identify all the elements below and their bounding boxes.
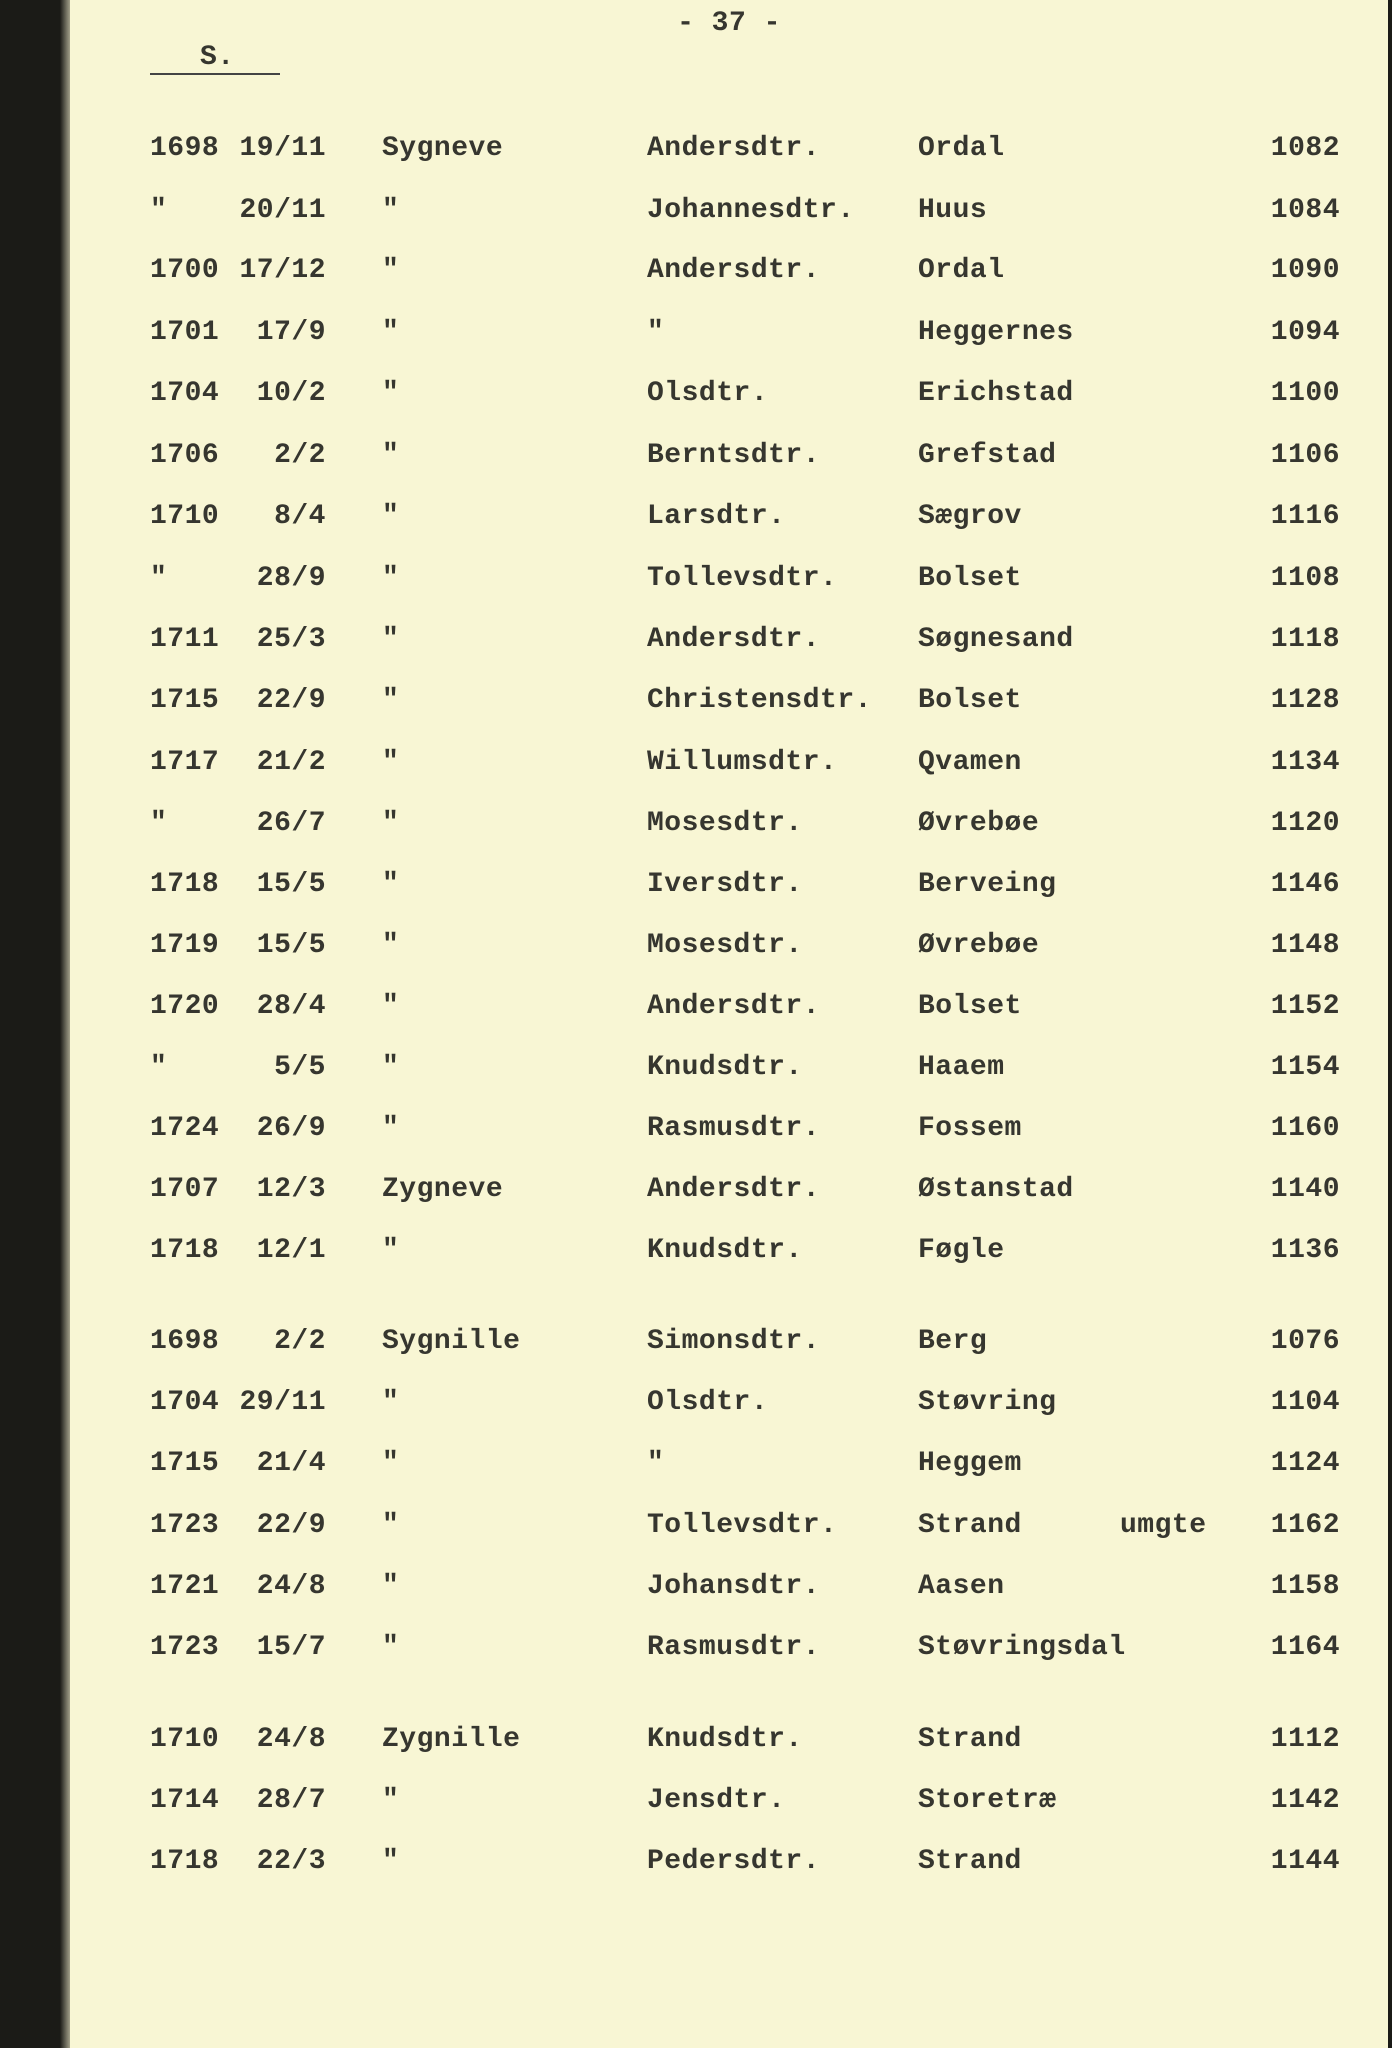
record-row	[70, 1724, 1388, 1764]
record-row	[70, 563, 1388, 603]
patronymic-cell: Knudsdtr.	[647, 1052, 803, 1083]
record-number-cell: 1144	[1270, 1846, 1340, 1877]
first-name-cell: "	[382, 1052, 400, 1083]
date-cell: 2/2	[274, 1326, 326, 1357]
farm-cell: Bolset	[918, 991, 1022, 1022]
first-name-cell: "	[382, 808, 400, 839]
first-name-cell: "	[382, 1510, 400, 1541]
farm-cell: Søgnesand	[918, 624, 1074, 655]
page-number: - 37 -	[677, 8, 781, 39]
farm-cell: Huus	[918, 195, 988, 226]
first-name-cell: "	[382, 255, 400, 286]
record-number-cell: 1118	[1270, 624, 1340, 655]
record-number-cell: 1082	[1270, 133, 1340, 164]
record-number-cell: 1158	[1270, 1571, 1340, 1602]
date-cell: 21/4	[256, 1448, 326, 1479]
year-cell: 1704	[150, 1387, 220, 1418]
patronymic-cell: Iversdtr.	[647, 869, 803, 900]
year-cell: 1698	[150, 133, 220, 164]
record-row	[70, 1571, 1388, 1611]
record-number-cell: 1134	[1270, 747, 1340, 778]
year-cell: "	[150, 1052, 168, 1083]
date-cell: 12/3	[256, 1174, 326, 1205]
year-cell: 1706	[150, 440, 220, 471]
record-row	[70, 869, 1388, 909]
year-cell: 1721	[150, 1571, 220, 1602]
farm-cell: Sægrov	[918, 501, 1022, 532]
year-cell: 1715	[150, 1448, 220, 1479]
first-name-cell: "	[382, 685, 400, 716]
record-number-cell: 1146	[1270, 869, 1340, 900]
first-name-cell: "	[382, 1785, 400, 1816]
farm-cell: Ordal	[918, 133, 1005, 164]
record-row	[70, 255, 1388, 295]
first-name-cell: "	[382, 1632, 400, 1663]
patronymic-cell: "	[647, 317, 665, 348]
record-row	[70, 991, 1388, 1031]
record-number-cell: 1112	[1270, 1724, 1340, 1755]
farm-cell: Heggem	[918, 1448, 1022, 1479]
patronymic-cell: Olsdtr.	[647, 378, 769, 409]
date-cell: 25/3	[256, 624, 326, 655]
record-row	[70, 195, 1388, 235]
farm-cell: Strand	[918, 1510, 1022, 1541]
year-cell: 1720	[150, 991, 220, 1022]
section-underline	[150, 73, 280, 75]
farm-cell: Støvring	[918, 1387, 1057, 1418]
year-cell: 1711	[150, 624, 220, 655]
date-cell: 22/3	[256, 1846, 326, 1877]
patronymic-cell: Simonsdtr.	[647, 1326, 821, 1357]
first-name-cell: Zygneve	[382, 1174, 504, 1205]
record-number-cell: 1094	[1270, 317, 1340, 348]
farm-cell: Berg	[918, 1326, 988, 1357]
patronymic-cell: Johannesdtr.	[647, 195, 855, 226]
section-letter: S.	[200, 42, 235, 73]
patronymic-cell: Pedersdtr.	[647, 1846, 821, 1877]
record-row	[70, 1326, 1388, 1366]
record-row	[70, 1510, 1388, 1550]
patronymic-cell: Tollevsdtr.	[647, 563, 838, 594]
record-row	[70, 1174, 1388, 1214]
record-number-cell: 1076	[1270, 1326, 1340, 1357]
record-row	[70, 624, 1388, 664]
farm-cell: Grefstad	[918, 440, 1057, 471]
year-cell: 1718	[150, 1846, 220, 1877]
farm-cell: Bolset	[918, 563, 1022, 594]
first-name-cell: Sygneve	[382, 133, 504, 164]
first-name-cell: Zygnille	[382, 1724, 521, 1755]
record-number-cell: 1106	[1270, 440, 1340, 471]
farm-cell: Fossem	[918, 1113, 1022, 1144]
patronymic-cell: Rasmusdtr.	[647, 1632, 821, 1663]
first-name-cell: "	[382, 1571, 400, 1602]
date-cell: 20/11	[239, 195, 326, 226]
record-number-cell: 1162	[1270, 1510, 1340, 1541]
record-number-cell: 1152	[1270, 991, 1340, 1022]
first-name-cell: "	[382, 1235, 400, 1266]
first-name-cell: "	[382, 378, 400, 409]
record-number-cell: 1142	[1270, 1785, 1340, 1816]
farm-cell: Øvrebøe	[918, 930, 1040, 961]
year-cell: 1704	[150, 378, 220, 409]
first-name-cell: "	[382, 1387, 400, 1418]
year-cell: 1717	[150, 747, 220, 778]
farm-cell: Haaem	[918, 1052, 1005, 1083]
record-number-cell: 1140	[1270, 1174, 1340, 1205]
farm-cell: Bolset	[918, 685, 1022, 716]
record-number-cell: 1090	[1270, 255, 1340, 286]
year-cell: 1723	[150, 1632, 220, 1663]
year-cell: 1718	[150, 869, 220, 900]
year-cell: 1707	[150, 1174, 220, 1205]
date-cell: 21/2	[256, 747, 326, 778]
date-cell: 15/5	[256, 930, 326, 961]
patronymic-cell: Jensdtr.	[647, 1785, 786, 1816]
record-number-cell: 1100	[1270, 378, 1340, 409]
date-cell: 17/12	[239, 255, 326, 286]
first-name-cell: "	[382, 195, 400, 226]
record-number-cell: 1148	[1270, 930, 1340, 961]
first-name-cell: "	[382, 317, 400, 348]
date-cell: 12/1	[256, 1235, 326, 1266]
first-name-cell: "	[382, 1448, 400, 1479]
farm-cell: Strand	[918, 1724, 1022, 1755]
first-name-cell: "	[382, 501, 400, 532]
first-name-cell: Sygnille	[382, 1326, 521, 1357]
record-number-cell: 1084	[1270, 195, 1340, 226]
patronymic-cell: Knudsdtr.	[647, 1724, 803, 1755]
date-cell: 28/7	[256, 1785, 326, 1816]
first-name-cell: "	[382, 440, 400, 471]
date-cell: 26/7	[256, 808, 326, 839]
patronymic-cell: Willumsdtr.	[647, 747, 838, 778]
year-cell: 1714	[150, 1785, 220, 1816]
patronymic-cell: Mosesdtr.	[647, 930, 803, 961]
date-cell: 22/9	[256, 685, 326, 716]
farm-cell: Øvrebøe	[918, 808, 1040, 839]
farm-cell: Ordal	[918, 255, 1005, 286]
patronymic-cell: Andersdtr.	[647, 255, 821, 286]
record-row	[70, 808, 1388, 848]
record-row	[70, 1052, 1388, 1092]
record-row	[70, 685, 1388, 725]
first-name-cell: "	[382, 624, 400, 655]
farm-cell: Aasen	[918, 1571, 1005, 1602]
farm-cell: Støvringsdal	[918, 1632, 1126, 1663]
year-cell: 1701	[150, 317, 220, 348]
note-cell: umgte	[1120, 1510, 1207, 1541]
farm-cell: Berveing	[918, 869, 1057, 900]
year-cell: "	[150, 195, 168, 226]
date-cell: 10/2	[256, 378, 326, 409]
record-row	[70, 440, 1388, 480]
patronymic-cell: Andersdtr.	[647, 133, 821, 164]
date-cell: 26/9	[256, 1113, 326, 1144]
year-cell: 1718	[150, 1235, 220, 1266]
patronymic-cell: Olsdtr.	[647, 1387, 769, 1418]
farm-cell: Storetræ	[918, 1785, 1057, 1816]
date-cell: 8/4	[274, 501, 326, 532]
farm-cell: Østanstad	[918, 1174, 1074, 1205]
patronymic-cell: "	[647, 1448, 665, 1479]
record-row	[70, 378, 1388, 418]
patronymic-cell: Berntsdtr.	[647, 440, 821, 471]
record-row	[70, 747, 1388, 787]
patronymic-cell: Andersdtr.	[647, 991, 821, 1022]
patronymic-cell: Christensdtr.	[647, 685, 872, 716]
farm-cell: Qvamen	[918, 747, 1022, 778]
patronymic-cell: Andersdtr.	[647, 624, 821, 655]
date-cell: 5/5	[274, 1052, 326, 1083]
record-number-cell: 1116	[1270, 501, 1340, 532]
farm-cell: Strand	[918, 1846, 1022, 1877]
year-cell: 1698	[150, 1326, 220, 1357]
date-cell: 17/9	[256, 317, 326, 348]
record-number-cell: 1124	[1270, 1448, 1340, 1479]
date-cell: 29/11	[239, 1387, 326, 1418]
record-row	[70, 1785, 1388, 1825]
record-number-cell: 1108	[1270, 563, 1340, 594]
first-name-cell: "	[382, 747, 400, 778]
patronymic-cell: Andersdtr.	[647, 1174, 821, 1205]
patronymic-cell: Rasmusdtr.	[647, 1113, 821, 1144]
farm-cell: Heggernes	[918, 317, 1074, 348]
record-row	[70, 1387, 1388, 1427]
year-cell: 1700	[150, 255, 220, 286]
year-cell: 1715	[150, 685, 220, 716]
first-name-cell: "	[382, 1846, 400, 1877]
year-cell: 1723	[150, 1510, 220, 1541]
patronymic-cell: Mosesdtr.	[647, 808, 803, 839]
date-cell: 24/8	[256, 1571, 326, 1602]
patronymic-cell: Johansdtr.	[647, 1571, 821, 1602]
first-name-cell: "	[382, 930, 400, 961]
document-page	[70, 0, 1388, 2048]
record-row	[70, 133, 1388, 173]
date-cell: 22/9	[256, 1510, 326, 1541]
date-cell: 28/4	[256, 991, 326, 1022]
year-cell: 1719	[150, 930, 220, 961]
farm-cell: Erichstad	[918, 378, 1074, 409]
record-number-cell: 1164	[1270, 1632, 1340, 1663]
date-cell: 15/7	[256, 1632, 326, 1663]
record-number-cell: 1120	[1270, 808, 1340, 839]
first-name-cell: "	[382, 991, 400, 1022]
date-cell: 28/9	[256, 563, 326, 594]
record-row	[70, 1846, 1388, 1886]
record-row	[70, 1448, 1388, 1488]
first-name-cell: "	[382, 1113, 400, 1144]
year-cell: 1710	[150, 1724, 220, 1755]
date-cell: 2/2	[274, 440, 326, 471]
record-row	[70, 1632, 1388, 1672]
patronymic-cell: Knudsdtr.	[647, 1235, 803, 1266]
date-cell: 19/11	[239, 133, 326, 164]
year-cell: 1724	[150, 1113, 220, 1144]
year-cell: "	[150, 563, 168, 594]
record-row	[70, 501, 1388, 541]
record-row	[70, 1113, 1388, 1153]
patronymic-cell: Tollevsdtr.	[647, 1510, 838, 1541]
record-number-cell: 1154	[1270, 1052, 1340, 1083]
record-number-cell: 1104	[1270, 1387, 1340, 1418]
record-number-cell: 1128	[1270, 685, 1340, 716]
first-name-cell: "	[382, 563, 400, 594]
record-row	[70, 930, 1388, 970]
record-row	[70, 317, 1388, 357]
farm-cell: Føgle	[918, 1235, 1005, 1266]
date-cell: 24/8	[256, 1724, 326, 1755]
record-number-cell: 1160	[1270, 1113, 1340, 1144]
year-cell: 1710	[150, 501, 220, 532]
date-cell: 15/5	[256, 869, 326, 900]
record-row	[70, 1235, 1388, 1275]
record-number-cell: 1136	[1270, 1235, 1340, 1266]
patronymic-cell: Larsdtr.	[647, 501, 786, 532]
year-cell: "	[150, 808, 168, 839]
first-name-cell: "	[382, 869, 400, 900]
